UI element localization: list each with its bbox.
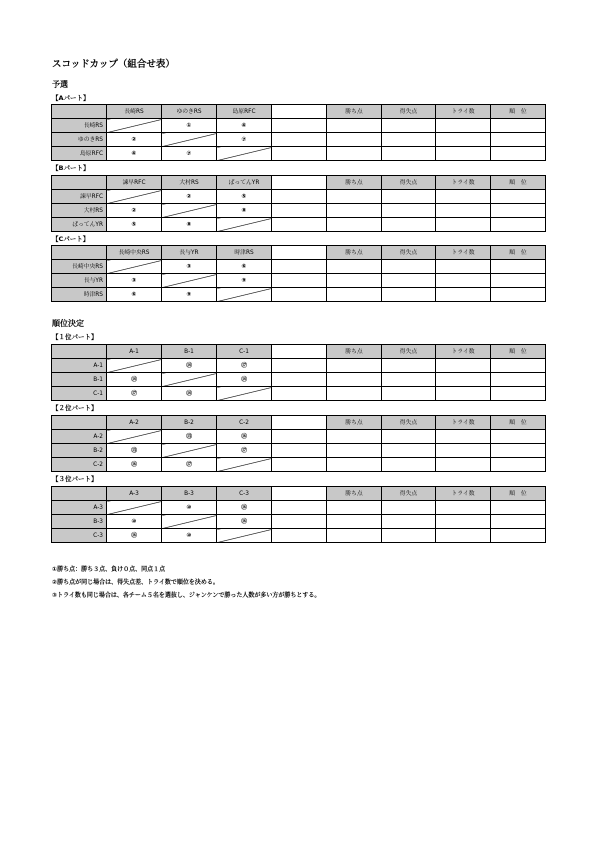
stat-cell: [436, 274, 491, 288]
stat-cell: [382, 274, 436, 288]
spacer-cell: [272, 204, 327, 218]
match-number-cell: ⑥: [217, 260, 272, 274]
spacer-cell: [272, 246, 327, 260]
table-row: [52, 218, 546, 232]
team-column-header: C-1: [217, 345, 272, 359]
notes: [52, 563, 320, 602]
team-column-header: C-3: [217, 487, 272, 501]
match-number-cell: ⑰: [107, 387, 162, 401]
diagonal-cell: [107, 190, 162, 204]
stat-column-header: 得失点: [382, 176, 436, 190]
stat-column-header: トライ数: [436, 246, 491, 260]
team-row-label: 長与YR: [52, 274, 107, 288]
match-number-cell: ⑭: [107, 373, 162, 387]
stat-cell: [491, 515, 546, 529]
team-row-label: ゆのきRS: [52, 133, 107, 147]
stat-cell: [327, 373, 382, 387]
diagonal-cell: [107, 119, 162, 133]
team-column-header: B-2: [162, 416, 217, 430]
spacer-cell: [272, 176, 327, 190]
spacer-cell: [272, 190, 327, 204]
spacer-cell: [272, 345, 327, 359]
stat-cell: [382, 359, 436, 373]
team-column-header: A-3: [107, 487, 162, 501]
match-number-cell: ⑰: [217, 444, 272, 458]
diagonal-cell: [217, 387, 272, 401]
diagonal-cell: [107, 260, 162, 274]
match-number-cell: ⑰: [162, 458, 217, 472]
table-row: [52, 288, 546, 302]
match-number-cell: ④: [107, 147, 162, 161]
match-number-cell: ④: [217, 119, 272, 133]
match-number-cell: ⑦: [162, 147, 217, 161]
stat-column-header: 勝ち点: [327, 246, 382, 260]
stat-column-header: 順 位: [491, 246, 546, 260]
stat-cell: [436, 458, 491, 472]
team-column-header: B-1: [162, 345, 217, 359]
round-robin-table: [51, 486, 546, 543]
stat-cell: [327, 501, 382, 515]
table-row: [52, 529, 546, 543]
stat-cell: [327, 387, 382, 401]
stat-cell: [436, 501, 491, 515]
spacer-cell: [272, 133, 327, 147]
stat-cell: [327, 204, 382, 218]
stat-column-header: 得失点: [382, 487, 436, 501]
stat-cell: [327, 133, 382, 147]
stat-cell: [327, 529, 382, 543]
match-number-cell: ⑭: [217, 373, 272, 387]
stat-cell: [436, 359, 491, 373]
spacer-cell: [272, 387, 327, 401]
spacer-cell: [272, 529, 327, 543]
stat-column-header: 勝ち点: [327, 345, 382, 359]
team-row-label: 長崎RS: [52, 119, 107, 133]
match-number-cell: ⑧: [162, 218, 217, 232]
diagonal-cell: [107, 359, 162, 373]
stat-column-header: トライ数: [436, 345, 491, 359]
stat-column-header: 勝ち点: [327, 487, 382, 501]
team-column-header: 諫早RFC: [107, 176, 162, 190]
stat-column-header: 順 位: [491, 487, 546, 501]
stat-cell: [327, 288, 382, 302]
team-column-header: 長与YR: [162, 246, 217, 260]
stat-cell: [491, 274, 546, 288]
stat-cell: [436, 260, 491, 274]
stat-cell: [382, 444, 436, 458]
prelim-heading: 予選: [52, 80, 68, 89]
stat-cell: [327, 190, 382, 204]
team-column-header: 大村RS: [162, 176, 217, 190]
match-number-cell: ⑩: [162, 529, 217, 543]
note-2: ②勝ち点が同じ場合は、得失点差、トライ数で順位を決める。: [52, 579, 219, 586]
group-label: 【Bパート】: [52, 164, 90, 172]
stat-cell: [491, 288, 546, 302]
stat-cell: [491, 430, 546, 444]
table-row: [52, 458, 546, 472]
diagonal-cell: [217, 147, 272, 161]
stat-cell: [327, 359, 382, 373]
match-number-cell: ⑯: [217, 501, 272, 515]
round-robin-table: [51, 344, 546, 401]
corner-cell: [52, 345, 107, 359]
group-label: 【１位パート】: [52, 333, 98, 341]
table-row: [52, 444, 546, 458]
diagonal-cell: [107, 430, 162, 444]
stat-cell: [327, 458, 382, 472]
stat-cell: [327, 260, 382, 274]
diagonal-cell: [162, 133, 217, 147]
match-number-cell: ⑯: [217, 515, 272, 529]
stat-cell: [491, 190, 546, 204]
stat-cell: [327, 274, 382, 288]
team-column-header: 時津RS: [217, 246, 272, 260]
team-row-label: ぱってんYR: [52, 218, 107, 232]
team-row-label: A-2: [52, 430, 107, 444]
stat-cell: [382, 529, 436, 543]
stat-cell: [491, 458, 546, 472]
match-number-cell: ⑬: [162, 430, 217, 444]
match-number-cell: ⑯: [107, 458, 162, 472]
spacer-cell: [272, 430, 327, 444]
stat-cell: [327, 147, 382, 161]
team-column-header: A-1: [107, 345, 162, 359]
stat-cell: [491, 501, 546, 515]
group-label: 【Aパート】: [52, 94, 90, 102]
stat-cell: [327, 430, 382, 444]
match-number-cell: ③: [162, 260, 217, 274]
table-row: [52, 515, 546, 529]
stat-column-header: 順 位: [491, 416, 546, 430]
match-number-cell: ⑯: [107, 529, 162, 543]
group-label: 【Cパート】: [52, 235, 90, 243]
stat-cell: [436, 204, 491, 218]
stat-column-header: 順 位: [491, 345, 546, 359]
match-number-cell: ⑦: [217, 133, 272, 147]
stat-cell: [491, 359, 546, 373]
stat-cell: [382, 218, 436, 232]
team-column-header: C-2: [217, 416, 272, 430]
stat-cell: [491, 218, 546, 232]
stat-cell: [491, 373, 546, 387]
team-row-label: 諫早RFC: [52, 190, 107, 204]
stat-column-header: 得失点: [382, 345, 436, 359]
diagonal-cell: [162, 515, 217, 529]
match-number-cell: ⑩: [107, 515, 162, 529]
team-column-header: ぱってんYR: [217, 176, 272, 190]
stat-column-header: 勝ち点: [327, 416, 382, 430]
table-row: [52, 373, 546, 387]
table-row: [52, 133, 546, 147]
stat-cell: [327, 119, 382, 133]
match-number-cell: ⑯: [217, 430, 272, 444]
stat-cell: [382, 204, 436, 218]
team-column-header: B-3: [162, 487, 217, 501]
stat-cell: [382, 515, 436, 529]
stat-cell: [491, 147, 546, 161]
stat-cell: [491, 387, 546, 401]
table-header-row: [52, 416, 546, 430]
diagonal-cell: [162, 274, 217, 288]
corner-cell: [52, 246, 107, 260]
team-row-label: 大村RS: [52, 204, 107, 218]
stat-column-header: トライ数: [436, 176, 491, 190]
table-row: [52, 119, 546, 133]
diagonal-cell: [217, 529, 272, 543]
group-label: 【３位パート】: [52, 475, 98, 483]
final-heading: 順位決定: [52, 319, 84, 328]
diagonal-cell: [162, 444, 217, 458]
stat-cell: [382, 147, 436, 161]
table-row: [52, 387, 546, 401]
corner-cell: [52, 105, 107, 119]
stat-cell: [436, 444, 491, 458]
round-robin-table: [51, 245, 546, 302]
diagonal-cell: [217, 288, 272, 302]
match-number-cell: ⑩: [162, 501, 217, 515]
stat-column-header: 得失点: [382, 416, 436, 430]
stat-cell: [327, 515, 382, 529]
table-row: [52, 359, 546, 373]
team-row-label: 長崎中央RS: [52, 260, 107, 274]
spacer-cell: [272, 274, 327, 288]
spacer-cell: [272, 515, 327, 529]
team-column-header: 長崎RS: [107, 105, 162, 119]
spacer-cell: [272, 444, 327, 458]
stat-cell: [327, 444, 382, 458]
match-number-cell: ③: [107, 274, 162, 288]
spacer-cell: [272, 218, 327, 232]
team-row-label: 島原RFC: [52, 147, 107, 161]
match-number-cell: ①: [162, 119, 217, 133]
round-robin-table: [51, 415, 546, 472]
stat-column-header: 得失点: [382, 105, 436, 119]
match-number-cell: ⑨: [217, 274, 272, 288]
table-row: [52, 430, 546, 444]
stat-cell: [491, 204, 546, 218]
table-row: [52, 260, 546, 274]
diagonal-cell: [162, 373, 217, 387]
stat-column-header: 順 位: [491, 176, 546, 190]
stat-cell: [382, 190, 436, 204]
table-header-row: [52, 105, 546, 119]
stat-cell: [382, 133, 436, 147]
team-row-label: B-3: [52, 515, 107, 529]
stat-cell: [436, 515, 491, 529]
stat-cell: [491, 529, 546, 543]
team-row-label: 時津RS: [52, 288, 107, 302]
team-row-label: B-1: [52, 373, 107, 387]
match-number-cell: ⑬: [107, 444, 162, 458]
stat-cell: [491, 444, 546, 458]
stat-cell: [436, 133, 491, 147]
match-number-cell: ⑭: [162, 359, 217, 373]
corner-cell: [52, 416, 107, 430]
stat-column-header: 得失点: [382, 246, 436, 260]
stat-column-header: 勝ち点: [327, 105, 382, 119]
match-number-cell: ⑨: [162, 288, 217, 302]
stat-cell: [327, 218, 382, 232]
table-row: [52, 501, 546, 515]
spacer-cell: [272, 288, 327, 302]
stat-cell: [436, 387, 491, 401]
table-header-row: [52, 246, 546, 260]
stat-cell: [382, 373, 436, 387]
match-number-cell: ⑤: [107, 218, 162, 232]
diagonal-cell: [162, 204, 217, 218]
stat-cell: [491, 133, 546, 147]
stat-cell: [436, 373, 491, 387]
spacer-cell: [272, 501, 327, 515]
stat-cell: [491, 260, 546, 274]
table-row: [52, 274, 546, 288]
team-row-label: C-3: [52, 529, 107, 543]
diagonal-cell: [217, 458, 272, 472]
spacer-cell: [272, 487, 327, 501]
diagonal-cell: [107, 501, 162, 515]
match-number-cell: ②: [107, 204, 162, 218]
group-label: 【２位パート】: [52, 404, 98, 412]
table-row: [52, 147, 546, 161]
table-row: [52, 204, 546, 218]
team-column-header: ゆのきRS: [162, 105, 217, 119]
stat-cell: [436, 529, 491, 543]
stat-cell: [382, 119, 436, 133]
stat-cell: [382, 501, 436, 515]
stat-column-header: 順 位: [491, 105, 546, 119]
stat-column-header: トライ数: [436, 105, 491, 119]
team-row-label: C-1: [52, 387, 107, 401]
corner-cell: [52, 487, 107, 501]
spacer-cell: [272, 359, 327, 373]
match-number-cell: ⑤: [217, 190, 272, 204]
spacer-cell: [272, 458, 327, 472]
spacer-cell: [272, 147, 327, 161]
stat-cell: [436, 218, 491, 232]
stat-column-header: 勝ち点: [327, 176, 382, 190]
team-row-label: A-3: [52, 501, 107, 515]
stat-cell: [382, 458, 436, 472]
team-column-header: 島原RFC: [217, 105, 272, 119]
team-column-header: 長崎中央RS: [107, 246, 162, 260]
stat-cell: [436, 147, 491, 161]
spacer-cell: [272, 105, 327, 119]
note-1: ①勝ち点：勝ち３点、負け０点、同点１点: [52, 566, 166, 573]
stat-cell: [382, 288, 436, 302]
team-column-header: A-2: [107, 416, 162, 430]
table-header-row: [52, 487, 546, 501]
round-robin-table: [51, 104, 546, 161]
team-row-label: C-2: [52, 458, 107, 472]
table-header-row: [52, 345, 546, 359]
table-header-row: [52, 176, 546, 190]
spacer-cell: [272, 416, 327, 430]
match-number-cell: ⑧: [217, 204, 272, 218]
match-number-cell: ⑥: [107, 288, 162, 302]
match-number-cell: ②: [107, 133, 162, 147]
team-row-label: B-2: [52, 444, 107, 458]
page-title: スコッドカップ（組合せ表）: [52, 59, 175, 70]
table-row: [52, 190, 546, 204]
diagonal-cell: [217, 218, 272, 232]
spacer-cell: [272, 119, 327, 133]
team-row-label: A-1: [52, 359, 107, 373]
stat-column-header: トライ数: [436, 487, 491, 501]
stat-cell: [382, 260, 436, 274]
match-number-cell: ②: [162, 190, 217, 204]
match-number-cell: ⑭: [162, 387, 217, 401]
round-robin-table: [51, 175, 546, 232]
match-number-cell: ⑰: [217, 359, 272, 373]
stat-cell: [436, 119, 491, 133]
stat-cell: [436, 288, 491, 302]
stat-cell: [382, 430, 436, 444]
spacer-cell: [272, 260, 327, 274]
stat-cell: [382, 387, 436, 401]
stat-cell: [436, 190, 491, 204]
stat-cell: [436, 430, 491, 444]
stat-cell: [491, 119, 546, 133]
spacer-cell: [272, 373, 327, 387]
stat-column-header: トライ数: [436, 416, 491, 430]
note-3: ③トライ数も同じ場合は、各チーム５名を選抜し、ジャンケンで勝った人数が多い方が勝ちとする。: [52, 592, 321, 599]
corner-cell: [52, 176, 107, 190]
